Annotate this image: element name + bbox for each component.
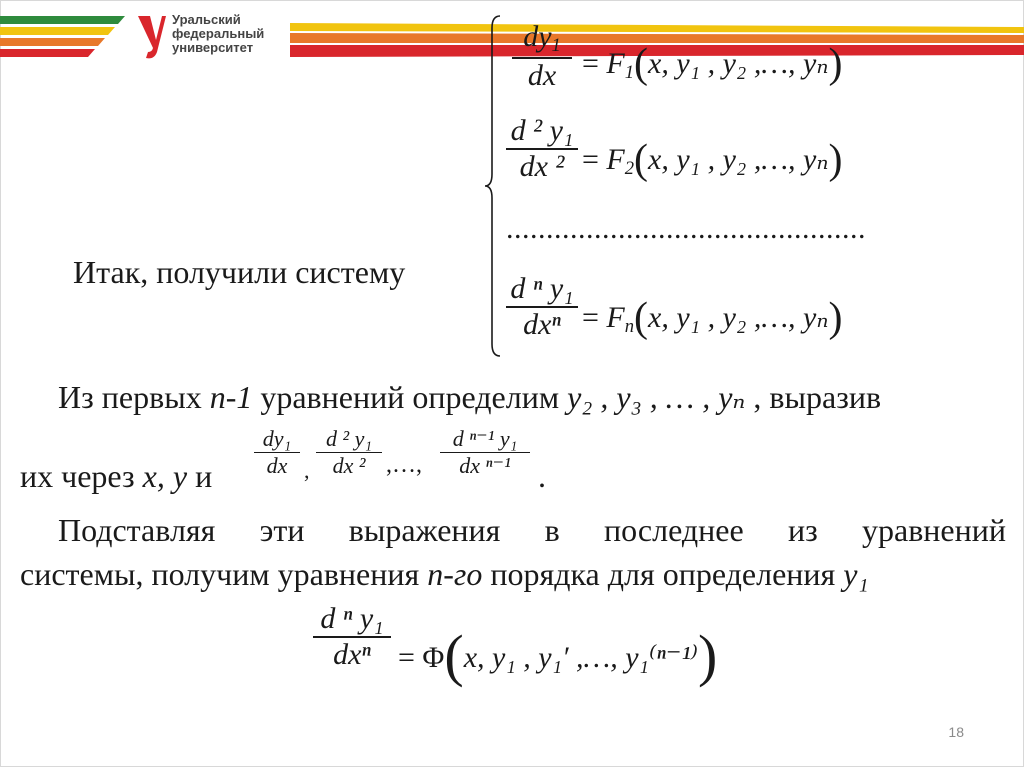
eq2-fraction [506, 114, 578, 184]
logo-line-3: университет [172, 40, 254, 55]
system-dots: ............................................. [506, 212, 866, 245]
university-logo-icon [136, 12, 168, 62]
para2-line1: Подставляя эти выражения в последнее из уравнений [58, 512, 1006, 548]
eq1-fraction [512, 20, 572, 93]
final-eq-fraction [313, 602, 391, 672]
eq1-denominator: dx [527, 58, 557, 92]
university-logo [136, 12, 306, 62]
system-intro: Итак, получили систему [73, 254, 406, 290]
eq2-rhs: = $F_2(x$, y₁ , y₂ ,…, yₙ) [582, 137, 843, 183]
para1-frac-3: d ⁿ⁻¹ y₁ dx ⁿ⁻¹ [440, 426, 530, 479]
final-eq-numerator: d ⁿ y₁ [320, 602, 384, 635]
university-logo-text [172, 13, 264, 55]
eqn-rhs: = $F_n(x$, y₁ , y₂ ,…, yₙ) [582, 295, 843, 341]
para1-line2-text: их через x, y и [20, 458, 213, 494]
para1-line1: Из первых n-1 уравнений определим y₂ , y₃ , … , yₙ , выразив [58, 379, 882, 415]
eqn-fraction [506, 272, 578, 342]
eq2-args: x, y₁ , y₂ ,…, yₙ [648, 143, 829, 176]
eqn-denominator: dxⁿ [523, 307, 561, 341]
logo-line-2: федеральный [172, 26, 265, 41]
para1-end: . [538, 458, 546, 494]
eq1-args: x, y₁ , y₂ ,…, yₙ [648, 47, 829, 80]
eqn-numerator: d ⁿ y₁ [510, 272, 574, 305]
final-eq-args: x, y₁ , y₁′ ,…, y₁⁽ⁿ⁻¹⁾ [463, 641, 698, 674]
final-eq-denominator: dxⁿ [333, 637, 371, 671]
para1-frac-1: dy₁ dx [254, 426, 300, 479]
system-brace [482, 14, 504, 358]
eq2-denominator: dx ² [519, 149, 565, 183]
para1-comma: , [304, 458, 310, 483]
eq1-rhs: = $F_1(x$, y₁ , y₂ ,…, yₙ) [582, 41, 843, 87]
eq2-numerator: d ² y₁ [510, 114, 574, 147]
logo-line-1: Уральский [172, 12, 241, 27]
eq1-numerator: $dy_1$ [523, 20, 561, 57]
final-eq-rhs: = Φ(x, y₁ , y₁′ ,…, y₁⁽ⁿ⁻¹⁾) [398, 623, 718, 688]
para1-frac-2: d ² y₁ dx ² [316, 426, 382, 479]
para1-ellipsis: ,…, [386, 452, 422, 478]
eqn-args: x, y₁ , y₂ ,…, yₙ [648, 301, 829, 334]
page-number: 18 [948, 724, 964, 740]
para2-line2: системы, получим уравнения n-го порядка для определения y₁ [20, 556, 869, 592]
